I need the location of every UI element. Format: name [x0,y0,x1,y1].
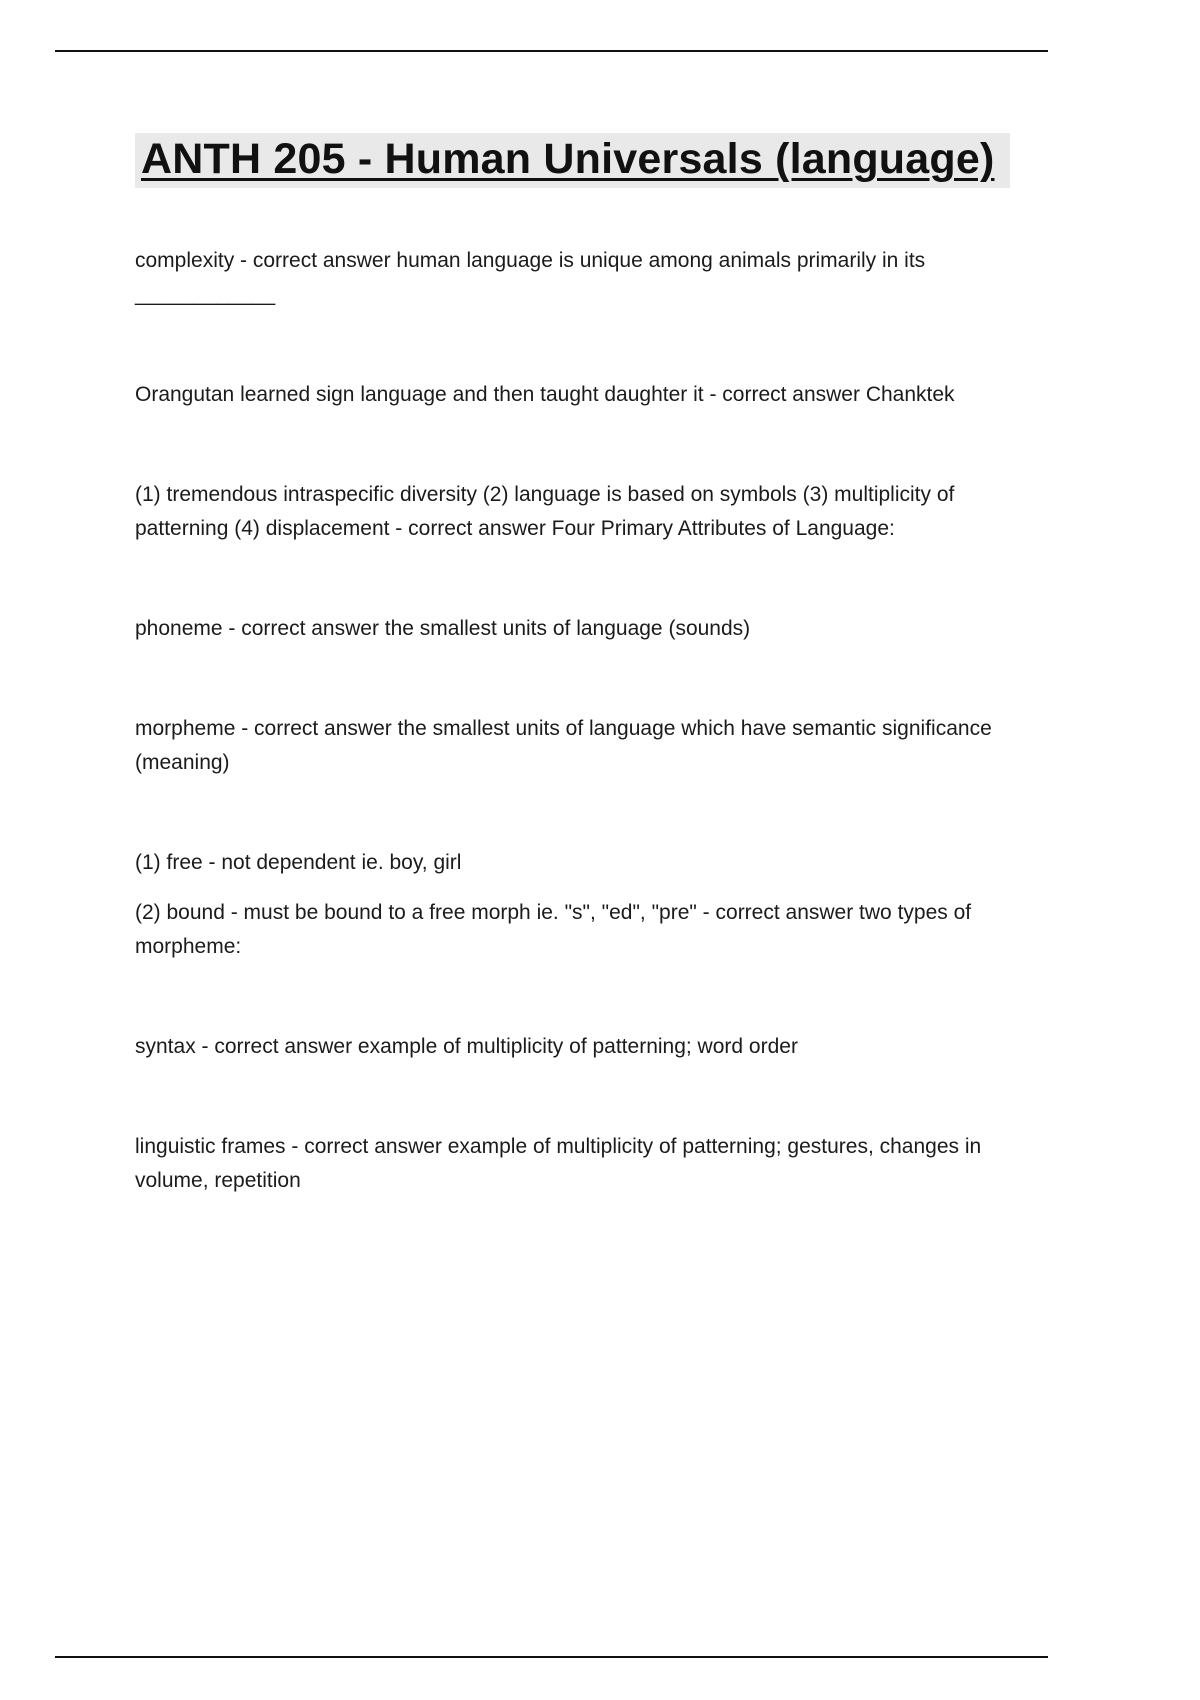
qa-paragraph-syntax: syntax - correct answer example of multiplicity of patterning; word order [135,1035,798,1059]
page-title: ANTH 205 - Human Universals (language) [135,133,1010,188]
document-content [135,0,1007,1264]
qa-paragraph-four-attributes: (1) tremendous intraspecific diversity (2) language is based on symbols (3) multiplicity of patterning (4) displacement - correct answer Four Primary Attributes of Language: [135,483,955,541]
qa-paragraph-morpheme: morpheme - correct answer the smallest units of language which have semantic significance (meaning) [135,717,992,775]
qa-paragraph-free-morpheme: (1) free - not dependent ie. boy, girl [135,851,462,875]
qa-paragraph-bound-morpheme: (2) bound - must be bound to a free morph ie. "s", "ed", "pre" - correct answer two types of morpheme: [135,901,972,959]
qa-paragraph-orangutan: Orangutan learned sign language and then taught daughter it - correct answer Chanktek [135,383,955,407]
qa-paragraph-phoneme: phoneme - correct answer the smallest units of language (sounds) [135,617,751,641]
qa-paragraph-complexity: complexity - correct answer human language is unique among animals primarily in its ____________ [135,249,926,307]
bottom-rule [55,1656,1048,1658]
qa-paragraph-linguistic-frames: linguistic frames - correct answer example of multiplicity of patterning; gestures, changes in volume, repetition [135,1135,982,1193]
